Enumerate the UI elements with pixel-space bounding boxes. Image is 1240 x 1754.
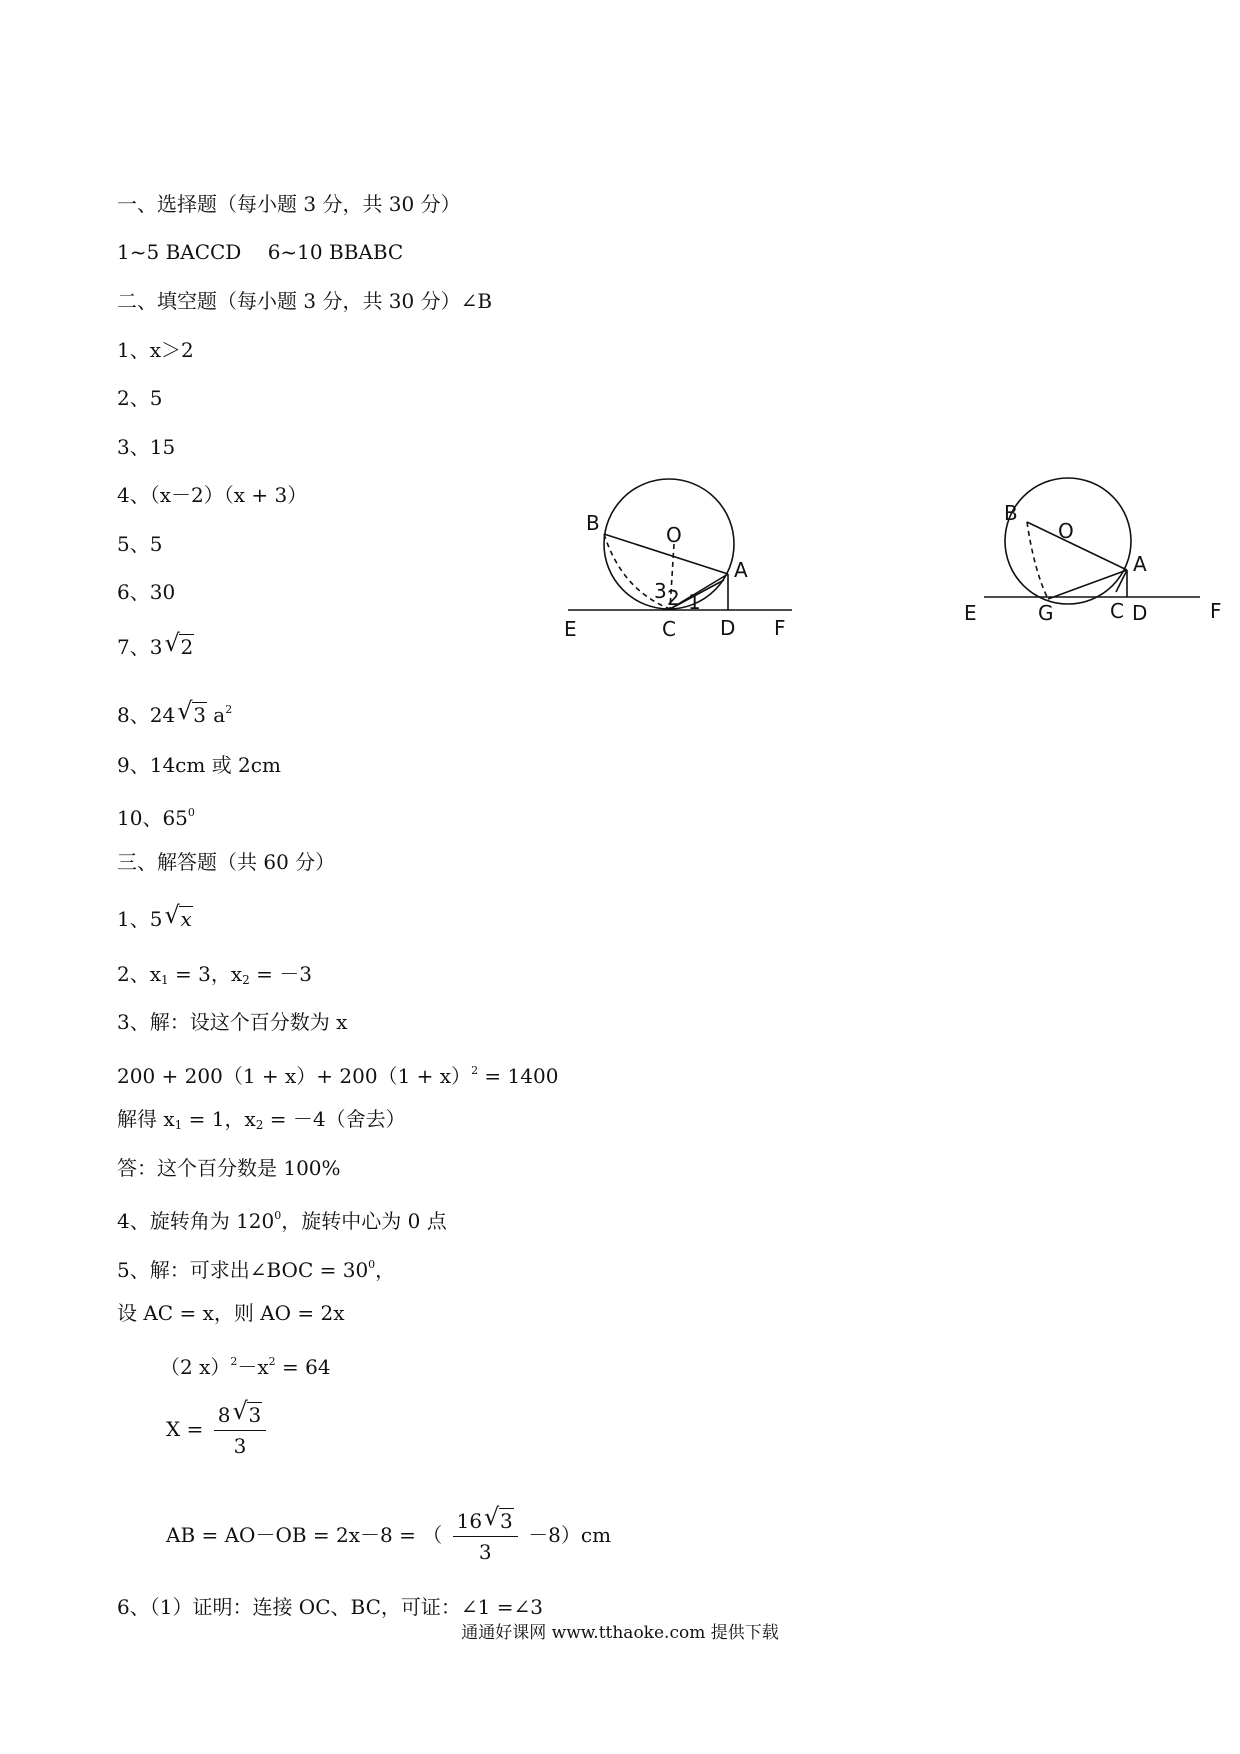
solve-answer-1-radicand: x xyxy=(180,907,192,931)
solve-answer-1-prefix: 1、5 xyxy=(117,907,163,931)
fill-answer-3: 3、15 xyxy=(117,435,176,459)
q4-sup: 0 xyxy=(274,1209,282,1222)
figure1-label-e: E xyxy=(564,617,577,641)
figure2-label-e: E xyxy=(964,601,977,625)
solve-answer-3-line1: 3、解：设这个百分数为 x xyxy=(117,1010,348,1034)
fill-answer-8-prefix: 8、24 xyxy=(117,703,176,727)
figure2-label-c: C xyxy=(1110,599,1124,623)
q5-num: 8 xyxy=(217,1403,231,1427)
q2-part: = 3，x xyxy=(168,962,243,986)
sqrt-symbol: √ 3 xyxy=(177,697,206,727)
figure1-label-f: F xyxy=(774,616,786,640)
figure1-label-1: 1 xyxy=(688,590,701,614)
solve-answer-3-line4: 答：这个百分数是 100% xyxy=(117,1156,341,1180)
sqrt-symbol: √ 3 xyxy=(484,1503,513,1533)
fill-answer-10-sup: 0 xyxy=(187,806,195,819)
q5-num: 16 xyxy=(456,1509,483,1533)
q5-part: = 64 xyxy=(275,1355,331,1379)
geometry-figure-2 xyxy=(960,470,1230,640)
fraction xyxy=(453,1503,518,1565)
q3-part: = 1，x xyxy=(182,1107,256,1131)
geometry-figure-1 xyxy=(560,470,800,650)
q3-part: = 1400 xyxy=(478,1064,559,1088)
q5-part: ， xyxy=(375,1258,396,1282)
figure2-label-a: A xyxy=(1133,552,1147,576)
q5-part: X = xyxy=(166,1417,210,1441)
solve-answer-6: 6、（1）证明：连接 OC、BC，可证：∠1 =∠3 xyxy=(117,1595,543,1619)
fill-answer-7-prefix: 7、3 xyxy=(117,635,163,659)
solve-answer-5-line3 xyxy=(160,1349,331,1380)
fill-answer-8 xyxy=(117,697,232,728)
section3-heading: 三、解答题（共 60 分） xyxy=(117,850,336,874)
sqrt-symbol: √ 3 xyxy=(232,1397,262,1427)
figure2-label-b: B xyxy=(1004,501,1018,525)
solve-answer-3-line3 xyxy=(117,1106,406,1138)
fill-answer-9: 9、14cm 或 2cm xyxy=(117,753,281,777)
q5-part: －8）cm xyxy=(528,1523,612,1547)
q3-part: = －4（舍去） xyxy=(263,1107,406,1131)
q5-sup: 2 xyxy=(268,1355,276,1368)
fraction xyxy=(214,1397,266,1459)
figure2-label-g: G xyxy=(1038,601,1054,625)
figure1-label-a: A xyxy=(734,558,748,582)
figure1-label-3: 3 xyxy=(654,579,667,603)
fill-answer-8-suffix: a xyxy=(213,703,226,727)
fill-answer-2: 2、5 xyxy=(117,386,163,410)
fraction-numerator xyxy=(453,1503,518,1537)
solve-answer-3-line2 xyxy=(117,1058,558,1089)
fill-answer-4: 4、（x－2）（x + 3） xyxy=(117,483,308,507)
solve-answer-5-line2: 设 AC = x，则 AO = 2x xyxy=(117,1301,345,1325)
fill-answer-6: 6、30 xyxy=(117,580,176,604)
q5-sup: 2 xyxy=(230,1355,238,1368)
q5-sup: 0 xyxy=(368,1258,376,1271)
q5-radicand: 3 xyxy=(248,1403,262,1427)
solve-answer-5-line5 xyxy=(166,1503,612,1565)
solve-answer-4 xyxy=(117,1203,447,1234)
sqrt-symbol: √ x xyxy=(164,901,192,931)
figure2-label-o: O xyxy=(1058,519,1074,543)
fill-answer-10-text: 10、65 xyxy=(117,806,188,830)
figure1-label-c: C xyxy=(662,617,676,641)
fraction-denominator: 3 xyxy=(478,1540,492,1564)
q5-radicand: 3 xyxy=(500,1509,513,1533)
fill-answer-10 xyxy=(117,800,195,831)
q3-part: 解得 x xyxy=(117,1107,175,1131)
fill-answer-7-radicand: 2 xyxy=(180,635,194,659)
sqrt-symbol: √ 2 xyxy=(164,629,194,659)
solve-answer-5-line4 xyxy=(166,1397,270,1459)
solve-answer-1 xyxy=(117,901,193,932)
section1-heading: 一、选择题（每小题 3 分，共 30 分） xyxy=(117,192,461,216)
q4-part: 4、旋转角为 120 xyxy=(117,1209,275,1233)
fill-answer-8-sup: 2 xyxy=(225,703,233,716)
figure2-label-d: D xyxy=(1132,601,1148,625)
figure2-label-f: F xyxy=(1210,599,1222,623)
q3-sub: 2 xyxy=(255,1118,264,1132)
section2-heading: 二、填空题（每小题 3 分，共 30 分）∠B xyxy=(117,289,493,313)
choice-answers: 1~5 BACCD 6~10 BBABC xyxy=(117,240,404,264)
q3-sup: 2 xyxy=(471,1064,479,1077)
figure1-label-d: D xyxy=(720,616,736,640)
figure1-label-2: 2 xyxy=(667,586,680,610)
fraction-denominator: 3 xyxy=(233,1434,247,1458)
solve-answer-5-line1 xyxy=(117,1252,395,1283)
q2-sub: 2 xyxy=(242,973,250,987)
q5-part: －x xyxy=(237,1355,269,1379)
figure1-label-b: B xyxy=(586,511,600,535)
q4-part: ，旋转中心为 0 点 xyxy=(281,1209,447,1233)
q2-sub: 1 xyxy=(161,973,169,987)
figure2-segment-ga xyxy=(1048,570,1127,599)
figure2-segment-ba xyxy=(1027,522,1127,570)
fill-answer-8-radicand: 3 xyxy=(193,703,206,727)
q3-part: 200 + 200（1 + x）+ 200（1 + x） xyxy=(117,1064,472,1088)
q5-part: （2 x） xyxy=(160,1355,231,1379)
fill-answer-7 xyxy=(117,629,194,660)
fill-answer-1: 1、x＞2 xyxy=(117,338,194,362)
page-footer: 通通好课网 www.tthaoke.com 提供下载 xyxy=(461,1623,779,1643)
fraction-numerator xyxy=(214,1397,266,1431)
solve-answer-2 xyxy=(117,961,312,993)
q5-part: AB = AO－OB = 2x－8 = （ xyxy=(166,1523,443,1547)
q3-sub: 1 xyxy=(174,1118,183,1132)
fill-answer-5: 5、5 xyxy=(117,532,163,556)
figure1-label-o: O xyxy=(666,523,682,547)
figure2-arc-bg xyxy=(1027,522,1048,599)
q2-part: 2、x xyxy=(117,962,162,986)
q5-part: 5、解：可求出∠BOC = 30 xyxy=(117,1258,369,1282)
q2-part: = －3 xyxy=(249,962,312,986)
